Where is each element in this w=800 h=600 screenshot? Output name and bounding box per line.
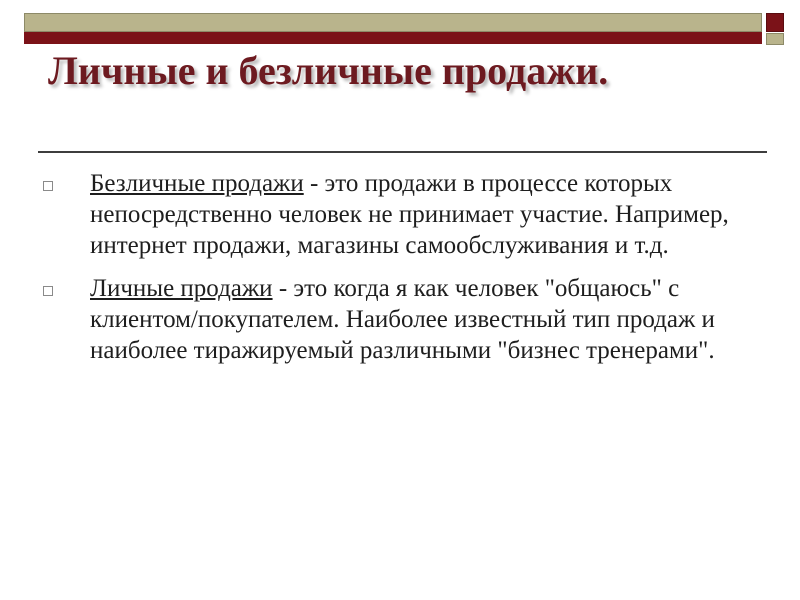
header-bar-olive (24, 13, 762, 32)
corner-square-red (766, 13, 784, 32)
bullet-text (90, 273, 760, 366)
bullet-term: Личные продажи (90, 275, 273, 302)
bullet-description: - это продажи в процессе которых непосредственно человек не принимает участие. Например, интернет продажи, магазины самообслуживания и т.д. (90, 170, 729, 259)
bullet-list (40, 168, 760, 378)
slide-title: Личные и безличные продажи. (48, 48, 609, 93)
header-bar-maroon (24, 32, 762, 44)
bullet-text (90, 168, 760, 261)
corner-square-olive (766, 33, 784, 45)
square-bullet-icon (43, 181, 53, 191)
title-divider (38, 151, 767, 153)
bullet-item (40, 168, 760, 261)
bullet-item (40, 273, 760, 366)
square-bullet-icon (43, 286, 53, 296)
bullet-description: - это когда я как человек "общаюсь" с клиентом/покупателем. Наиболее известный тип продаж и наиболее тиражируемый различными "бизнес тренерами". (90, 275, 715, 364)
bullet-term: Безличные продажи (90, 170, 304, 197)
